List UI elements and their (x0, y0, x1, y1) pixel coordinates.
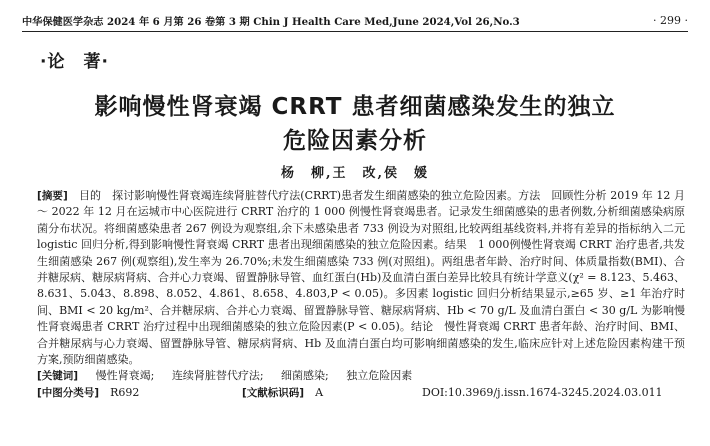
keywords-label: [关键词] (37, 370, 79, 383)
page-number: · 299 · (653, 13, 688, 27)
keywords-line (37, 368, 685, 384)
keyword-item: 连续肾脏替代疗法; (171, 369, 264, 383)
header-divider (22, 31, 688, 32)
doc-code-value: A (315, 385, 324, 399)
clc-field (37, 385, 242, 401)
journal-header (22, 10, 688, 30)
abstract-label: [摘要] (37, 190, 68, 202)
abstract-paragraph (37, 188, 685, 368)
classification-line (37, 385, 685, 401)
article-title-line-1: 影响慢性肾衰竭 CRRT 患者细菌感染发生的独立 (94, 94, 616, 120)
doi-text: DOI:10.3969/j.issn.1674-3245.2024.03.011 (422, 385, 663, 399)
abstract-text: 目的 探讨影响慢性肾衰竭连续肾脏替代疗法(CRRT)患者发生细菌感染的独立危险因素。方法 回顾性分析 2019 年 12 月 ～ 2022 年 12 月在运城市中心医院进行 CRRT 治疗的 1 000 例慢性肾衰竭患者。记录发生细菌感染的患者例数,分析细菌感染病原菌分布状况。将细菌感染患者 267 例设为观察组,余下未感染患者 733 例设为对照组,比较两组基线资料,并将有差异的指标纳入二元 logistic 回归分析,得到影响慢性肾衰竭 CRRT 患者出现细菌感染的独立危险因素。结果 1 000例慢性肾衰竭 CRRT 治疗患者,共发生细菌感染 267 例(观察组),发生率为 26.70%;未发生细菌感染 733 例(对照组)。两组患者年龄、治疗时间、体质量指数(BMI)、合并糖尿病、糖尿病肾病、合并心力衰竭、留置静脉导管、血红蛋白(Hb)及血清白蛋白差异比较具有统计学意义(χ² = 8.123、5.463、8.631、5.043、8.898、8.052、4.861、8.658、4.803,P < 0.05)。多因素 logistic 回归分析结果显示,≥65 岁、≥1 年治疗时间、BMI < 20 kg/m²、合并糖尿病、合并心力衰竭、留置静脉导管、糖尿病肾病、Hb < 70 g/L 及血清白蛋白 < 30 g/L 为影响慢性肾衰竭患者 CRRT 治疗过程中出现细菌感染的独立危险因素(P < 0.05)。结论 慢性肾衰竭 CRRT 患者年龄、治疗时间、BMI、合并糖尿病与心力衰竭、留置静脉导管、糖尿病肾病、Hb 及血清白蛋白均可影响细菌感染的发生,临床应针对上述危险因素构建干预方案,预防细菌感染。 (37, 189, 685, 367)
author-list: 杨 柳,王 改,侯 媛 (280, 166, 430, 181)
abstract-block (37, 188, 685, 401)
doc-code-field (242, 385, 422, 401)
doc-code-label: [文献标识码] (242, 386, 305, 399)
keyword-item: 慢性肾衰竭; (95, 369, 155, 383)
keyword-item: 细菌感染; (281, 369, 329, 383)
keyword-item: 独立危险因素 (346, 369, 413, 383)
section-tag: ·论 著· (40, 52, 109, 72)
clc-label: [中图分类号] (37, 386, 100, 399)
journal-citation: 中华保健医学杂志 2024 年 6 月第 26 卷第 3 期 Chin J Health Care Med,June 2024,Vol 26,No.3 (22, 15, 520, 28)
clc-value: R692 (110, 385, 140, 399)
article-title-line-2: 危险因素分析 (283, 128, 427, 154)
